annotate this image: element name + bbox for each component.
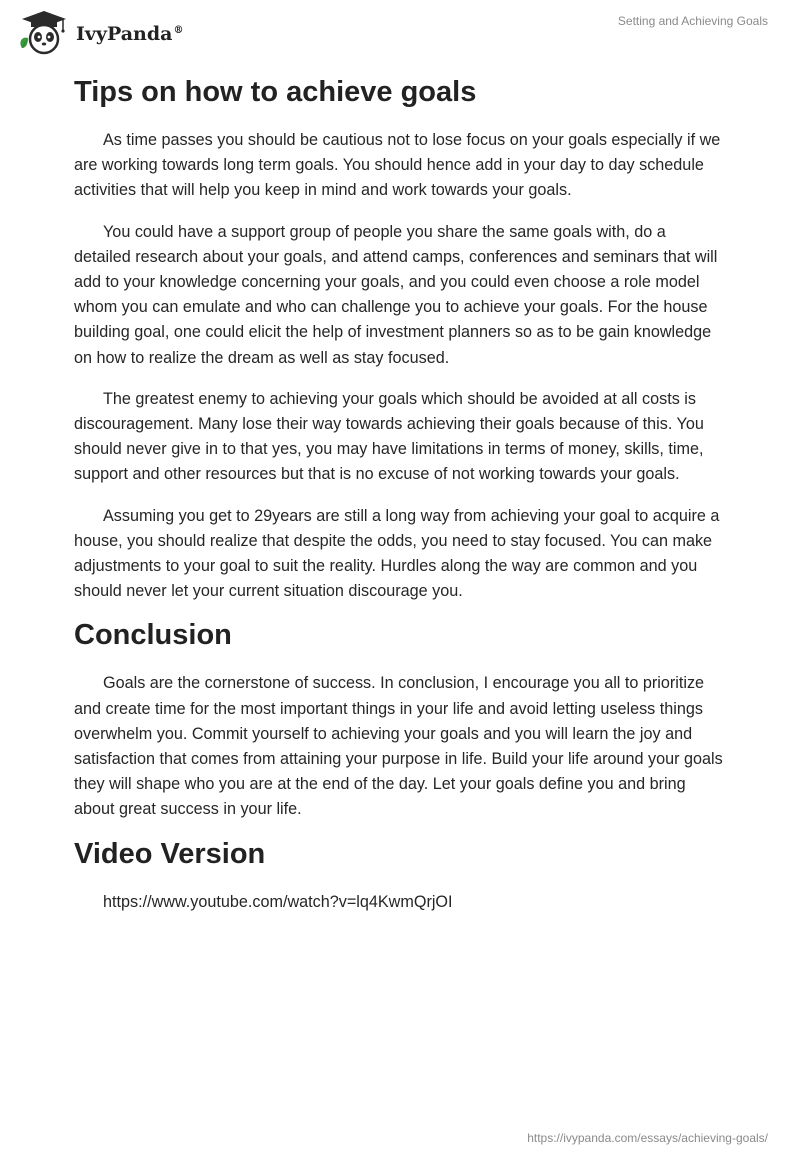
ivypanda-logo[interactable] [14,8,183,56]
running-title: Setting and Achieving Goals [617,14,768,28]
video-link[interactable]: https://www.youtube.com/watch?v=lq4KwmQrjOI [103,892,453,911]
paragraph: As time passes you should be cautious not to lose focus on your goals especially if we are working towards long term goals. You should hence add in your day to day schedule activities that will help you keep in mind and work towards your goals. [74,131,721,200]
paragraph: You could have a support group of people you share the same goals with, do a detailed research about your goals, and attend camps, conferences and seminars that will add to your knowledge concerning your goals, and you could even choose a role model whom you can emulate and who can challenge you to achieve your goals. For the house building goal, one could elicit the help of investment planners so as to be gain knowledge on how to realize the dream as well as stay focused. [74,222,718,367]
source-url[interactable]: https://ivypanda.com/essays/achieving-goals/ [527,1131,768,1145]
heading-video-version: Video Version [74,837,266,870]
brand-label: IvyPanda [76,23,173,45]
brand-name [76,23,183,45]
heading-conclusion: Conclusion [74,619,232,652]
heading-tips: Tips on how to achieve goals [74,76,477,108]
paragraph: Assuming you get to 29years are still a long way from achieving your goal to acquire a house, you should realize that despite the odds, you need to stay focused. You can make adjustments to your goal to suit the reality. Hurdles along the way are common and you should never let your current situation discourage you. [74,506,720,601]
essay-body [74,72,726,915]
paragraph: Goals are the cornerstone of success. In conclusion, I encourage you all to prioritize and create time for the most important things in your life and avoid letting useless things overwhelm you. Commit yourself to achieving your goals and you will learn the joy and satisfaction that comes from attaining your purpose in life. Build your life around your goals they will shape who you are at the end of the day. Let your goals define you and bring about great success in your life. [74,674,723,819]
page-header [0,0,800,60]
panda-graduate-icon [14,8,72,56]
paragraph: The greatest enemy to achieving your goals which should be avoided at all costs is discouragement. Many lose their way towards achieving their goals because of this. You should never give in to that yes, you may have limitations in terms of money, skills, time, support and other resources but that is no excuse of not working towards your goals. [74,389,704,484]
trademark-symbol: ® [173,24,184,36]
